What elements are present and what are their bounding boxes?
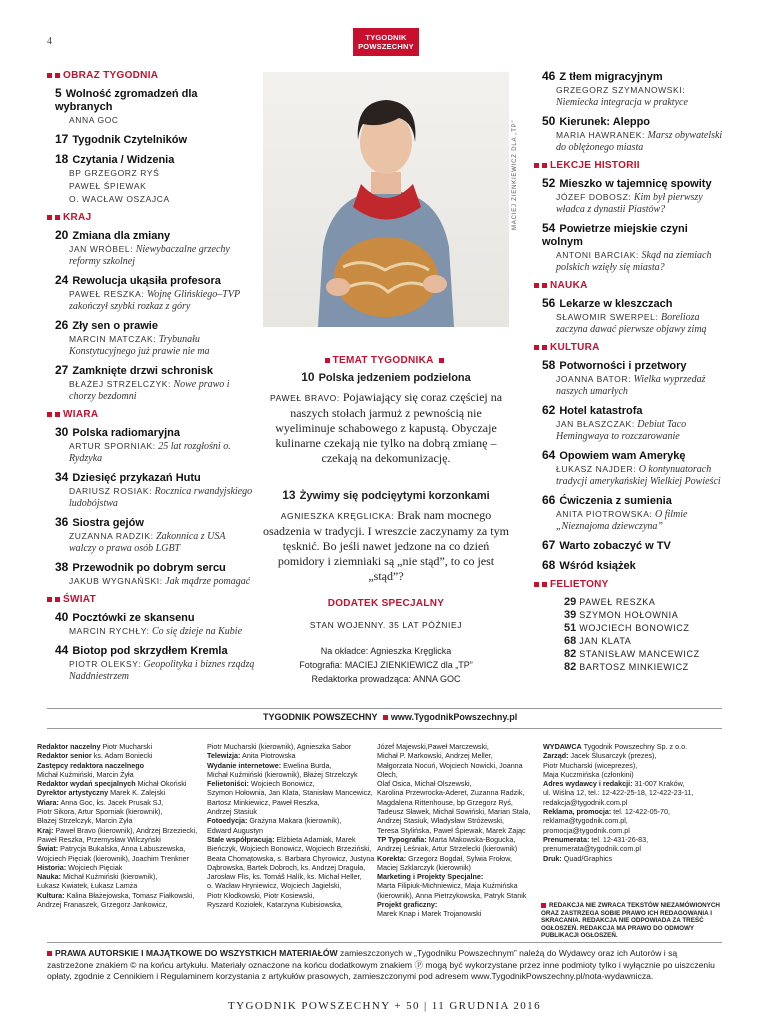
- columnist-entry: [542, 661, 727, 674]
- copyright-notice: PRAWA AUTORSKIE I MAJĄTKOWE DO WSZYSTKICH MATERIAŁÓW zamieszczonych w „Tygodniku Powszechnym” należą do Wydawcy oraz ich Autorów i są zastrzeżone znakiem © na końcu artykułu. Materiały oznaczone na końcu dodatkowym znakiem Ⓟ mogą być wykorzystane przez inne podmioty tylko i wyłącznie po uiszczeniu opłaty, zgodnie z Cennikiem i Regulaminem korzystania z artykułów prasowych, zamieszczonymi pod adresem www.TygodnikPowszechny.pl/nota-wydawnicza.: [47, 948, 715, 981]
- article-title: Rewolucja ukąsiła profesora: [72, 275, 221, 287]
- columnist-name: JAN KLATA: [579, 636, 632, 646]
- page-ref: 62: [542, 403, 556, 417]
- toc-entry: [542, 404, 727, 443]
- page-ref: 52: [542, 176, 556, 190]
- article-title: Kierunek: Aleppo: [559, 116, 651, 128]
- magazine-logo: TYGODNIK POWSZECHNY: [353, 28, 419, 56]
- columnist-name: BARTOSZ MINKIEWICZ: [579, 662, 689, 672]
- article-lede: O kontynuatorach tradycji amerykańskiej Wielkiej Powieści: [556, 464, 721, 487]
- columnist-name: STANISŁAW MANCEWICZ: [579, 649, 700, 659]
- article-author: MARCIN RYCHŁY:: [69, 626, 150, 636]
- supplement-title: DODATEK SPECJALNY: [327, 598, 445, 609]
- cover-photo: [263, 72, 509, 327]
- article-lede: Zakonnica z USA walczy o prawa osób LGBT: [69, 531, 226, 554]
- article-title: Zamknięte drzwi schronisk: [72, 365, 213, 377]
- article-title: Siostra gejów: [72, 517, 144, 529]
- section-header: FELIETONY: [534, 579, 727, 590]
- toc-entry: [542, 539, 727, 553]
- article-title: Hotel katastrofa: [559, 405, 643, 417]
- article-author: JAN BŁASZCZAK:: [556, 419, 635, 429]
- toc-entry: [55, 319, 255, 358]
- article-lede: Co się dzieje na Kubie: [152, 626, 243, 637]
- page-ref: 50: [542, 114, 556, 128]
- article-author: JÓZEF DOBOSZ:: [556, 192, 632, 202]
- article-title: Dziesięć przykazań Hutu: [72, 472, 201, 484]
- editorial-disclaimer: REDAKCJA NIE ZWRACA TEKSTÓW NIEZAMÓWIONYCH ORAZ ZASTRZEGA SOBIE PRAWO ICH REDAGOWANIA I SKRACANIA. REDAKCJA NIE ODPOWIADA ZA TREŚĆ OGŁOSZEŃ. REDAKCJA MA PRAWO DO ODMOWY PUBLIKACJI OGŁOSZEŃ.: [541, 902, 720, 940]
- columnist-entry: [542, 596, 727, 609]
- page-ref: 66: [542, 493, 556, 507]
- article-title: Powietrze miejskie czyni wolnym: [542, 223, 688, 248]
- page-number: 4: [47, 36, 52, 47]
- article-author: BŁAŻEJ STRZELCZYK:: [69, 379, 171, 389]
- section-header: WIARA: [47, 409, 255, 420]
- page-ref: 38: [55, 560, 69, 574]
- columnist-name: SZYMON HOŁOWNIA: [579, 610, 679, 620]
- page-ref: 46: [542, 69, 556, 83]
- toc-entry: [542, 494, 727, 533]
- staff-list-2: Piotr Mucharski (kierownik), Agnieszka Sabor Telewizja: Anita Piotrowska Wydanie internetowe: Ewelina Burda, Michał Kuźmiński (kierownik), Błażej Strzelczyk Felietoniści: Wojciech Bonowicz, Szymon Hołownia, Jan Klata, Stanisław Mancewicz, Bartosz Minkiewicz, Paweł Reszka, Andrzej Stasiuk Fotoedycja: Grażyna Makara (kierownik), Edward Augustyn Stale współpracują: Elżbieta Adamiak, Marek Bieńczyk, Wojciech Bonowicz, Wojciech Brzeziński, Beata Chomątowska, s. Barbara Chyrowicz, Justyna Dąbrowska, Bartek Dobroch, ks. Andrzej Draguła, Jarosław Flis, ks. Tomáš Halík, ks. Michał Heller, o. Wacław Hryniewicz, Wojciech Jagielski, Piotr Kłodkowski, Piotr Kosiewski, Ryszard Koziołek, Katarzyna Kubisiowska,: [207, 742, 375, 910]
- toc-entry: [542, 559, 727, 573]
- article-author: ANNA GOC: [69, 115, 119, 125]
- page-ref: 39: [564, 609, 580, 621]
- columnist-entry: [542, 648, 727, 661]
- article-title: Lekarze w kleszczach: [559, 298, 673, 310]
- page-ref: 54: [542, 221, 556, 235]
- page-ref: 30: [55, 425, 69, 439]
- page-footer: TYGODNIK POWSZECHNY + 50 | 11 GRUDNIA 2016: [228, 1000, 541, 1012]
- article-lede: Niemiecka integracja w praktyce: [556, 97, 688, 108]
- article-author: JAN WRÓBEL:: [69, 244, 134, 254]
- article-author: MARCIN MATCZAK:: [69, 334, 157, 344]
- supplement-text: STAN WOJENNY. 35 LAT PÓŹNIEJ: [309, 620, 463, 630]
- article-lede: Nowe prawo i chorzy bezdomni: [69, 379, 230, 402]
- page-ref: 67: [542, 538, 556, 552]
- toc-entry: [542, 177, 727, 216]
- columnist-name: WOJCIECH BONOWICZ: [579, 623, 690, 633]
- article-author: GRZEGORZ SZYMANOWSKI:: [556, 85, 686, 95]
- article-title: Biotop pod skrzydłem Kremla: [72, 645, 228, 657]
- right-toc-column: [542, 70, 727, 674]
- page-ref: 82: [564, 661, 580, 673]
- toc-entry: [55, 133, 255, 147]
- toc-entry: [55, 87, 255, 127]
- page-ref: 51: [564, 622, 580, 634]
- page-ref: 17: [55, 132, 69, 146]
- article-title: Zły sen o prawie: [72, 320, 158, 332]
- article-title: Zmiana dla zmiany: [72, 230, 171, 242]
- toc-entry: [542, 70, 727, 109]
- columnist-entry: [542, 609, 727, 622]
- article-author: SŁAWOMIR SWERPEL:: [556, 312, 659, 322]
- toc-entry: [55, 516, 255, 555]
- article-lede: Borelioza zaczyna dawać pierwsze objawy zimą: [556, 312, 707, 335]
- website-link[interactable]: www.TygodnikPowszechny.pl: [390, 712, 518, 722]
- article-lede: Kim był pierwszy władca z dynastii Piastów?: [556, 192, 703, 215]
- section-header: NAUKA: [534, 280, 727, 291]
- page-ref: 18: [55, 152, 69, 166]
- article-lede: Geopolityka i biznes rządzą Naddniestrzem: [69, 659, 255, 682]
- article-title: Wśród książek: [559, 560, 636, 572]
- page-ref: 64: [542, 448, 556, 462]
- article-lede: Skąd na ziemiach polskich wzięły się miasta?: [556, 250, 712, 273]
- toc-entry: [55, 611, 255, 638]
- article-author: BP GRZEGORZ RYŚ PAWEŁ ŚPIEWAK O. WACŁAW OSZAJCA: [69, 168, 170, 204]
- toc-entry: [542, 222, 727, 274]
- article-title: Z tłem migracyjnym: [559, 71, 663, 83]
- article-title: Opowiem wam Amerykę: [559, 450, 686, 462]
- article-author: ANITA PIOTROWSKA:: [556, 509, 653, 519]
- toc-entry: [55, 644, 255, 683]
- article-title: Pocztówki ze skansenu: [72, 612, 195, 624]
- article-lede: Wojnę Glińskiego–TVP zakończył szybki rozkaz z góry: [69, 289, 240, 312]
- toc-entry: [542, 359, 727, 398]
- toc-entry: [55, 426, 255, 465]
- page-ref: 20: [55, 228, 69, 242]
- toc-entry: [542, 297, 727, 336]
- article-lede: Trybunału Konstytucyjnego już prawie nie ma: [69, 334, 210, 357]
- columnists-list: [542, 596, 727, 674]
- article-title: Wolność zgromadzeń dla wybranych: [55, 88, 198, 113]
- columnist-entry: [542, 622, 727, 635]
- article-author: JAKUB WYGNAŃSKI:: [69, 576, 163, 586]
- page-ref: 58: [542, 358, 556, 372]
- theme-section-header: TEMAT TYGODNIKA: [263, 350, 509, 368]
- page-ref: 24: [55, 273, 69, 287]
- section-header: KULTURA: [534, 342, 727, 353]
- article-title: Potworności i przetwory: [559, 360, 687, 372]
- page-ref: 26: [55, 318, 69, 332]
- theme-article-1: 10 Polska jedzeniem podzielona PAWEŁ BRAVO: Pojawiający się coraz częściej na naszych stołach jarmuż z pewnością nie wyeliminuje schabowego z kapustą. Obyczaje kulinarne czekają nie tylko na dobrą zmianę – czekają na dekomunizację.: [269, 370, 503, 465]
- cover-info: Na okładce: Agnieszka Kręglicka Fotografia: MACIEJ ZIENKIEWICZ dla „TP” Redaktorka prowadząca: ANNA GOC: [299, 646, 473, 684]
- woman-with-bread-illustration: [263, 72, 509, 327]
- section-header: OBRAZ TYGODNIA: [47, 70, 255, 81]
- photo-credit: MACIEJ ZIENKIEWICZ DLA „TP”: [512, 119, 518, 230]
- page-ref: 68: [542, 558, 556, 572]
- toc-entry: [542, 449, 727, 488]
- page-ref: 82: [564, 648, 580, 660]
- article-author: DARIUSZ ROSIAK:: [69, 486, 153, 496]
- page-ref: 5: [55, 86, 62, 100]
- staff-list-3: Józef Majewski,Paweł Marczewski, Michał P. Markowski, Andrzej Meller, Małgorzata Nocuń, Wojciech Nowicki, Joanna Olech, Olaf Osica, Michał Olszewski, Karolina Przewrocka-Aderet, Zuzanna Radzik, Magdalena Rittenhouse, bp Grzegorz Ryś, Tadeusz Sławek, Michał Sowiński, Marian Stala, Andrzej Stasiuk, Władysław Stróżewski, Teresa Stylińska, Paweł Śpiewak, Marek Zając TP Typografia: Marta Makowska-Bogucka, Andrzej Leśniak, Artur Strzelecki (kierownik) Korekta: Grzegorz Bogdał, Sylwia Frołow, Maciej Szklarczyk (kierownik) Marketing i Projekty Specjalne: Marta Filipiuk-Michniewicz, Maja Kuźmińska (kierownik), Anna Pietrzykowska, Patryk Stanik Projekt graficzny: Marek Knap i Marek Trojanowski: [377, 742, 531, 919]
- article-lede: Debiut Taco Hemingwaya to rozczarowanie: [556, 419, 687, 442]
- article-lede: Niewybaczalne grzechy reformy szkolnej: [69, 244, 230, 267]
- toc-entry: [55, 561, 255, 588]
- columnist-name: PAWEŁ RESZKA: [579, 597, 656, 607]
- article-lede: Marsz obywatelski do oblężonego miasta: [556, 130, 723, 153]
- article-author: MARIA HAWRANEK:: [556, 130, 645, 140]
- toc-entry: [55, 153, 255, 206]
- article-title: Czytania / Widzenia: [72, 154, 175, 166]
- toc-entry: [55, 274, 255, 313]
- section-header: KRAJ: [47, 212, 255, 223]
- article-author: JOANNA BATOR:: [556, 374, 632, 384]
- article-title: Przewodnik po dobrym sercu: [72, 562, 226, 574]
- divider: [47, 708, 722, 709]
- article-author: ŁUKASZ NAJDER:: [556, 464, 637, 474]
- page-ref: 40: [55, 610, 69, 624]
- article-author: ARTUR SPORNIAK:: [69, 441, 156, 451]
- article-title: Tygodnik Czytelników: [72, 134, 188, 146]
- article-title: Polska radiomaryjna: [72, 427, 180, 439]
- article-title: Ćwiczenia z sumienia: [559, 495, 672, 507]
- toc-entry: [55, 364, 255, 403]
- article-lede: Rocznica rwandyjskiego ludobójstwa: [69, 486, 253, 509]
- article-lede: 25 lat rozgłośni o. Rydzyka: [69, 441, 231, 464]
- publisher-info: WYDAWCA Tygodnik Powszechny Sp. z o.o. Zarząd: Jacek Ślusarczyk (prezes), Piotr Mucharski (wiceprezes), Maja Kuczmińska (członkini) Adres wydawcy i redakcji: 31-007 Kraków, ul. Wiślna 12, tel.: 12-422-25-18, 12-422-23-11, redakcja@tygodnik.com.pl Reklama, promocja: tel. 12-422-05-70, reklama@tygodnik.com.pl, promocja@tygodnik.com.pl Prenumerata: tel. 12-431-26-83, prenumerata@tygodnik.com.pl Druk: Quad/Graphics: [543, 742, 694, 863]
- article-author: ANTONI BARCIAK:: [556, 250, 639, 260]
- article-lede: O filmie „Nieznajoma dziewczyna”: [556, 509, 688, 532]
- page-ref: 44: [55, 643, 69, 657]
- article-author: PIOTR OLEKSY:: [69, 659, 142, 669]
- page-ref: 36: [55, 515, 69, 529]
- toc-entry: [55, 229, 255, 268]
- page-ref: 68: [564, 635, 580, 647]
- theme-article-2: 13 Żywimy się podcięytymi korzonkami AGNIESZKA KRĘGLICKA: Brak nam mocnego osadzenia w tradycji. I wreszcie zaczynamy za tym tęsknić. Bo jeśli nawet jedzone na co dzień pomidory i ziemniaki są „nie stąd”, to co jest „stąd”?: [263, 488, 509, 583]
- staff-list-1: Redaktor naczelny Piotr Mucharski Redaktor senior ks. Adam Boniecki Zastępcy redaktora naczelnego Michał Kuźmiński, Marcin Żyła Redaktor wydań specjalnych Michał Okoński Dyrektor artystyczny Marek K. Zalejski Wiara: Anna Goc, ks. Jacek Prusak SJ, Piotr Sikora, Artur Sporniak (kierownik), Błażej Strzelczyk, Marcin Żyła Kraj: Paweł Bravo (kierownik), Andrzej Brzeziecki, Paweł Reszka, Przemysław Wilczyński Świat: Patrycja Bukalska, Anna Łabuszewska, Wojciech Pięciak (kierownik), Joachim Trenkner Historia: Wojciech Pięciak Nauka: Michał Kuźmiński (kierownik), Łukasz Kwiatek, Łukasz Lamża Kultura: Kalina Błażejowska, Tomasz Fiałkowski, Andrzej Franaszek, Grzegorz Jankowicz,: [37, 742, 198, 910]
- article-author: PAWEŁ RESZKA:: [69, 289, 145, 299]
- left-toc-column: [55, 70, 255, 689]
- divider: [47, 728, 722, 729]
- divider: [47, 942, 722, 943]
- article-lede: Jak mądrze pomagać: [165, 576, 251, 587]
- page-ref: 27: [55, 363, 69, 377]
- article-title: Mieszko w tajemnicę spowity: [559, 178, 712, 190]
- article-title: Warto zobaczyć w TV: [559, 540, 671, 552]
- article-author: ZUZANNA RADZIK:: [69, 531, 154, 541]
- toc-entry: [542, 115, 727, 154]
- columnist-entry: [542, 635, 727, 648]
- section-header: ŚWIAT: [47, 594, 255, 605]
- section-header: LEKCJE HISTORII: [534, 160, 727, 171]
- page-ref: 56: [542, 296, 556, 310]
- toc-entry: [55, 471, 255, 510]
- staff-bar: TYGODNIK POWSZECHNY www.TygodnikPowszechny.pl: [263, 712, 518, 722]
- article-lede: Wielka wyprzedaż naszych umarłych: [556, 374, 706, 397]
- page-ref: 29: [564, 596, 580, 608]
- page-ref: 34: [55, 470, 69, 484]
